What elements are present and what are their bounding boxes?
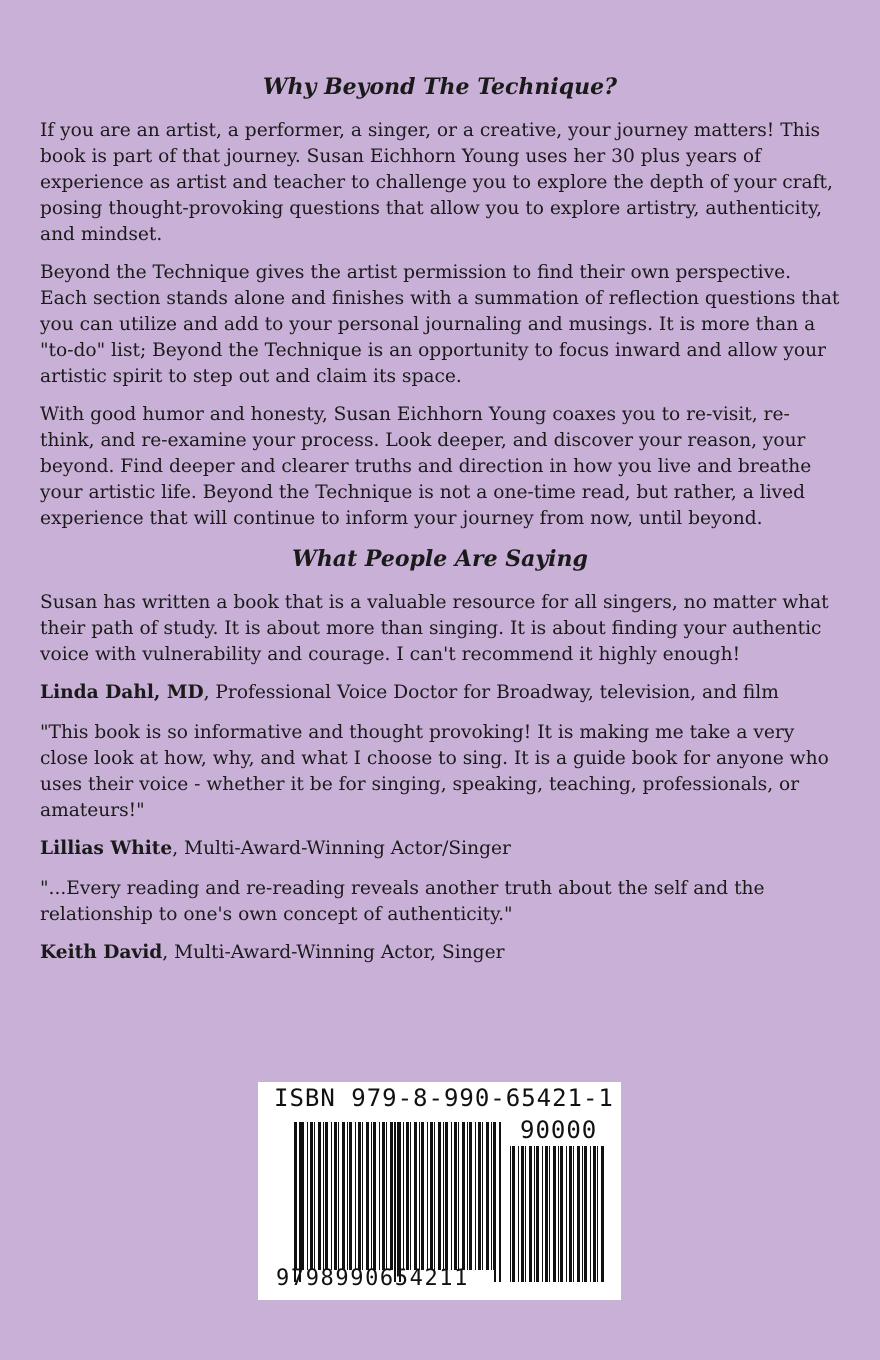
back-cover-text: [40, 72, 840, 980]
barcode-guard-bar: [394, 1122, 396, 1282]
barcode-bar: [584, 1146, 587, 1282]
testimonial-name: Keith David: [40, 942, 163, 963]
barcode-bar: [491, 1122, 492, 1270]
section-heading-why: Why Beyond The Technique?: [262, 74, 618, 100]
barcode-bar: [577, 1146, 580, 1282]
barcode-bar: [371, 1122, 372, 1270]
barcode-guard-bar: [294, 1122, 296, 1282]
intro-paragraph-3: With good humor and honesty, Susan Eichhorn Young coaxes you to re-visit, re-think, and re-examine your process. Look deeper, and discover your reason, your beyond. Find deeper and clearer truths and direction in how you live and breathe your artistic life. Beyond the Technique is not a one-time read, but rather, a lived experience that will continue to inform your journey from now, until beyond.: [40, 404, 812, 529]
testimonial-title: , Professional Voice Doctor for Broadway, television, and film: [203, 682, 779, 703]
barcode-bar: [386, 1122, 387, 1270]
barcode-bar: [569, 1146, 572, 1282]
barcode-bar: [582, 1146, 583, 1282]
barcode-bar: [542, 1146, 543, 1282]
barcode-bar: [438, 1122, 441, 1270]
barcode-bar: [406, 1122, 409, 1270]
barcode-bar: [338, 1122, 339, 1270]
testimonial-quote: Susan has written a book that is a valuable resource for all singers, no matter what their path of study. It is about more than singing. It is about finding your authentic voice with vulnerability and courage. I can't recommend it highly enough!: [40, 592, 829, 665]
barcode-bar: [358, 1122, 361, 1270]
barcode-bar: [534, 1146, 535, 1282]
barcode-bar: [342, 1122, 345, 1270]
section-heading-testimonials: What People Are Saying: [292, 546, 588, 572]
barcode-bar: [355, 1122, 356, 1270]
price-code: 90000: [520, 1116, 598, 1144]
intro-paragraph-1: If you are an artist, a performer, a singer, or a creative, your journey matters! This book is part of that journey. Susan Eichhorn Young uses her 30 plus years of experience as artist and teacher to challenge you to explore the depth of your craft, posing thought-provoking questions that allow you to explore artistry, authenticity, and mindset.: [40, 120, 833, 245]
barcode-bar: [521, 1146, 524, 1282]
barcode-guard-bar: [499, 1122, 501, 1282]
barcode-bar: [549, 1146, 550, 1282]
testimonial-attribution: [40, 680, 840, 706]
barcode-bar: [462, 1122, 465, 1270]
barcode-bar: [469, 1122, 472, 1270]
barcode-bar: [318, 1122, 321, 1270]
barcode-bar: [590, 1146, 591, 1282]
testimonial-attribution: [40, 940, 840, 966]
barcode-bar: [323, 1122, 324, 1270]
barcode-bar: [334, 1122, 337, 1270]
barcode-bar: [482, 1122, 483, 1270]
barcode-bar: [536, 1146, 539, 1282]
barcode-bar: [403, 1122, 404, 1270]
testimonial-name: Lillias White: [40, 838, 173, 859]
barcode-bar: [601, 1146, 604, 1282]
barcode-bar: [419, 1122, 420, 1270]
barcode-bar: [310, 1122, 313, 1270]
barcode-bar: [597, 1146, 598, 1282]
barcode-guard-bar: [399, 1122, 401, 1282]
barcode-bar: [451, 1122, 452, 1270]
barcode-bar: [301, 1122, 304, 1270]
barcode-bar: [558, 1146, 559, 1282]
barcode-guard-bar: [494, 1122, 496, 1282]
barcode-bar: [445, 1122, 448, 1270]
barcode-bar: [366, 1122, 369, 1270]
testimonial-title: , Multi-Award-Winning Actor/Singer: [172, 838, 511, 859]
testimonial-quote: "...Every reading and re-reading reveals another truth about the self and the relationship to one's own concept of authenticity.": [40, 878, 765, 925]
barcode-bar: [379, 1122, 380, 1270]
barcode-bar: [529, 1146, 532, 1282]
testimonial-quote: "This book is so informative and thought provoking! It is making me take a very close look at how, why, and what I choose to sing. It is a guide book for anyone who uses their voice - whether it be for singing, speaking, teaching, professionals, or amateurs!": [40, 722, 829, 821]
barcode-bar: [573, 1146, 574, 1282]
barcode-bar: [382, 1122, 385, 1270]
barcode-bar: [475, 1122, 476, 1270]
barcode-bar: [373, 1122, 376, 1270]
barcode-bar: [525, 1146, 526, 1282]
barcode-bar: [325, 1122, 328, 1270]
isbn-barcode: [258, 1082, 621, 1300]
barcode-bar: [349, 1122, 352, 1270]
barcode-bar: [545, 1146, 548, 1282]
barcode-bar: [553, 1146, 556, 1282]
barcode-bar: [362, 1122, 363, 1270]
barcode-guard-bar: [299, 1122, 301, 1282]
barcode-bar: [430, 1122, 433, 1270]
barcode-bar: [593, 1146, 596, 1282]
barcode-bar: [347, 1122, 348, 1270]
testimonial-attribution: [40, 836, 840, 862]
ean-digits: 9798990654211: [276, 1266, 469, 1291]
barcode-bar: [307, 1122, 308, 1270]
barcode-bar: [518, 1146, 519, 1282]
barcode-bar: [427, 1122, 428, 1270]
isbn-label: ISBN 979-8-990-65421-1: [274, 1084, 614, 1112]
barcode-bar: [443, 1122, 444, 1270]
barcode-bar: [566, 1146, 567, 1282]
barcode-bar: [390, 1122, 393, 1270]
testimonial-name: Linda Dahl, MD: [40, 682, 204, 703]
barcode-bar: [434, 1122, 435, 1270]
barcode-bar: [458, 1122, 459, 1270]
barcode-bar: [421, 1122, 424, 1270]
barcode-bar: [467, 1122, 468, 1270]
barcode-bar: [410, 1122, 411, 1270]
intro-paragraph-2: Beyond the Technique gives the artist permission to find their own perspective. Each section stands alone and finishes with a summation of reflection questions that you can utilize and add to your personal journaling and musings. It is more than a "to-do" list; Beyond the Technique is an opportunity to focus inward and allow your artistic spirit to step out and claim its space.: [40, 262, 840, 387]
barcode-bar: [331, 1122, 332, 1270]
barcode-bar: [512, 1146, 515, 1282]
barcode-bar: [560, 1146, 563, 1282]
barcode-bar: [454, 1122, 457, 1270]
barcode-bar: [486, 1122, 489, 1270]
testimonial-title: , Multi-Award-Winning Actor, Singer: [162, 942, 505, 963]
barcode-bar: [314, 1122, 315, 1270]
barcode-bar: [478, 1122, 481, 1270]
barcode-bar: [414, 1122, 417, 1270]
barcode-bar: [510, 1146, 511, 1282]
